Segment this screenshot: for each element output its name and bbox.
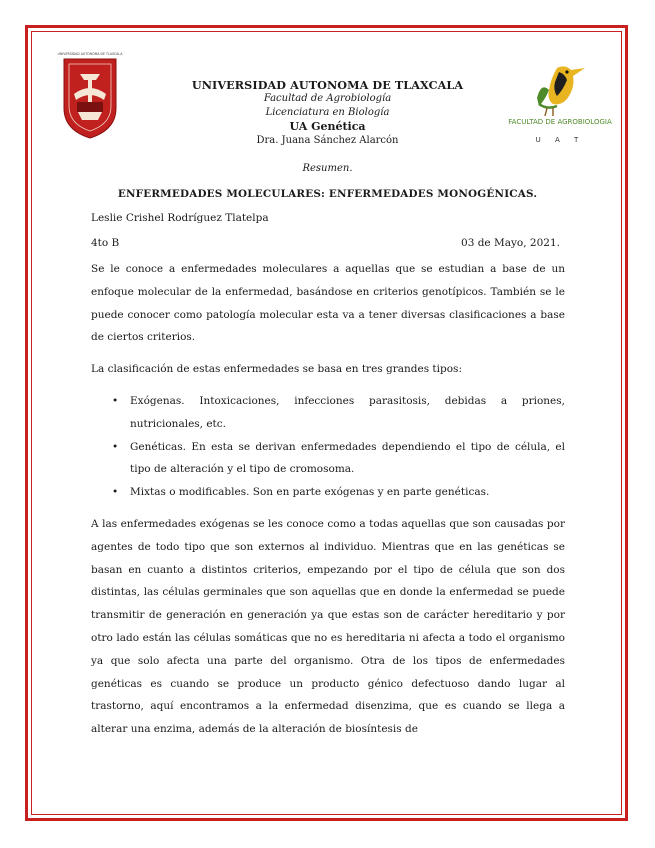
degree-name: Licenciatura en Biología <box>265 107 390 118</box>
teacher-name: Dra. Juana Sánchez Alarcón <box>256 135 399 146</box>
date-label: 03 de Mayo, 2021. <box>461 237 560 249</box>
course-name: UA Genética <box>289 120 366 133</box>
faculty-logo-text: FACULTAD DE AGROBIOLOGIA <box>508 118 612 126</box>
faculty-name: Facultad de Agrobiología <box>263 93 392 104</box>
doc-subtitle: Resumen. <box>302 163 353 174</box>
list-item: • Exógenas. Intoxicaciones, infecciones parasitosis, debidas a priones, nutricionales, etc. <box>112 390 565 436</box>
paragraph-intro: Se le conoce a enfermedades moleculares a aquellas que se estudian a base de un enfoque molecular de la enfermedad, basándose en criterios genotípicos. También se le puede conocer como patología molecular esta va a tener diversas clasificaciones a base de ciertos criterios. <box>91 263 565 344</box>
university-name: UNIVERSIDAD AUTONOMA DE TLAXCALA <box>191 78 464 92</box>
list-item: • Genéticas. En esta se derivan enfermedades dependiendo el tipo de célula, el tipo de alteración y el tipo de cromosoma. <box>112 436 565 482</box>
uat-shield-logo <box>57 50 123 140</box>
agrobiologia-bird-logo <box>508 60 612 150</box>
paragraph-body: A las enfermedades exógenas se les conoce como a todas aquellas que son causadas por agentes de todo tipo que son externos al individuo. Mientras que en las genéticas se basan en cuanto a distintos criterios, empezando por el tipo de célula que son dos distintas, las células germinales que son aquellas que en donde la enfermedad se puede transmitir de generación en generación ya que estas son de carácter hereditario y por otro lado están las células somáticas que no es hereditaria ni afecta a todo el organismo ya que solo afecta una parte del organismo. Otra de los tipos de enfermedades genéticas es cuando se produce un producto génico defectuoso dando lugar al trastorno, aquí encontramos a la enfermedad disenzima, que es cuando se llega a alterar una enzima, además de la alteración de biosíntesis de <box>91 518 565 736</box>
classification-list <box>112 390 565 504</box>
group-label: 4to B <box>91 237 120 249</box>
list-item: • Mixtas o modificables. Son en parte exógenas y en parte genéticas. <box>112 481 565 504</box>
shield-caption: UNIVERSIDAD AUTÓNOMA DE TLAXCALA <box>57 52 123 56</box>
paragraph-classification: La clasificación de estas enfermedades se basa en tres grandes tipos: <box>91 363 462 375</box>
doc-title: ENFERMEDADES MOLECULARES: ENFERMEDADES MONOGÉNICAS. <box>117 188 538 200</box>
author-name: Leslie Crishel Rodríguez Tlatelpa <box>91 212 269 224</box>
uat-letters: U A T <box>535 136 585 144</box>
letterhead <box>150 78 505 148</box>
